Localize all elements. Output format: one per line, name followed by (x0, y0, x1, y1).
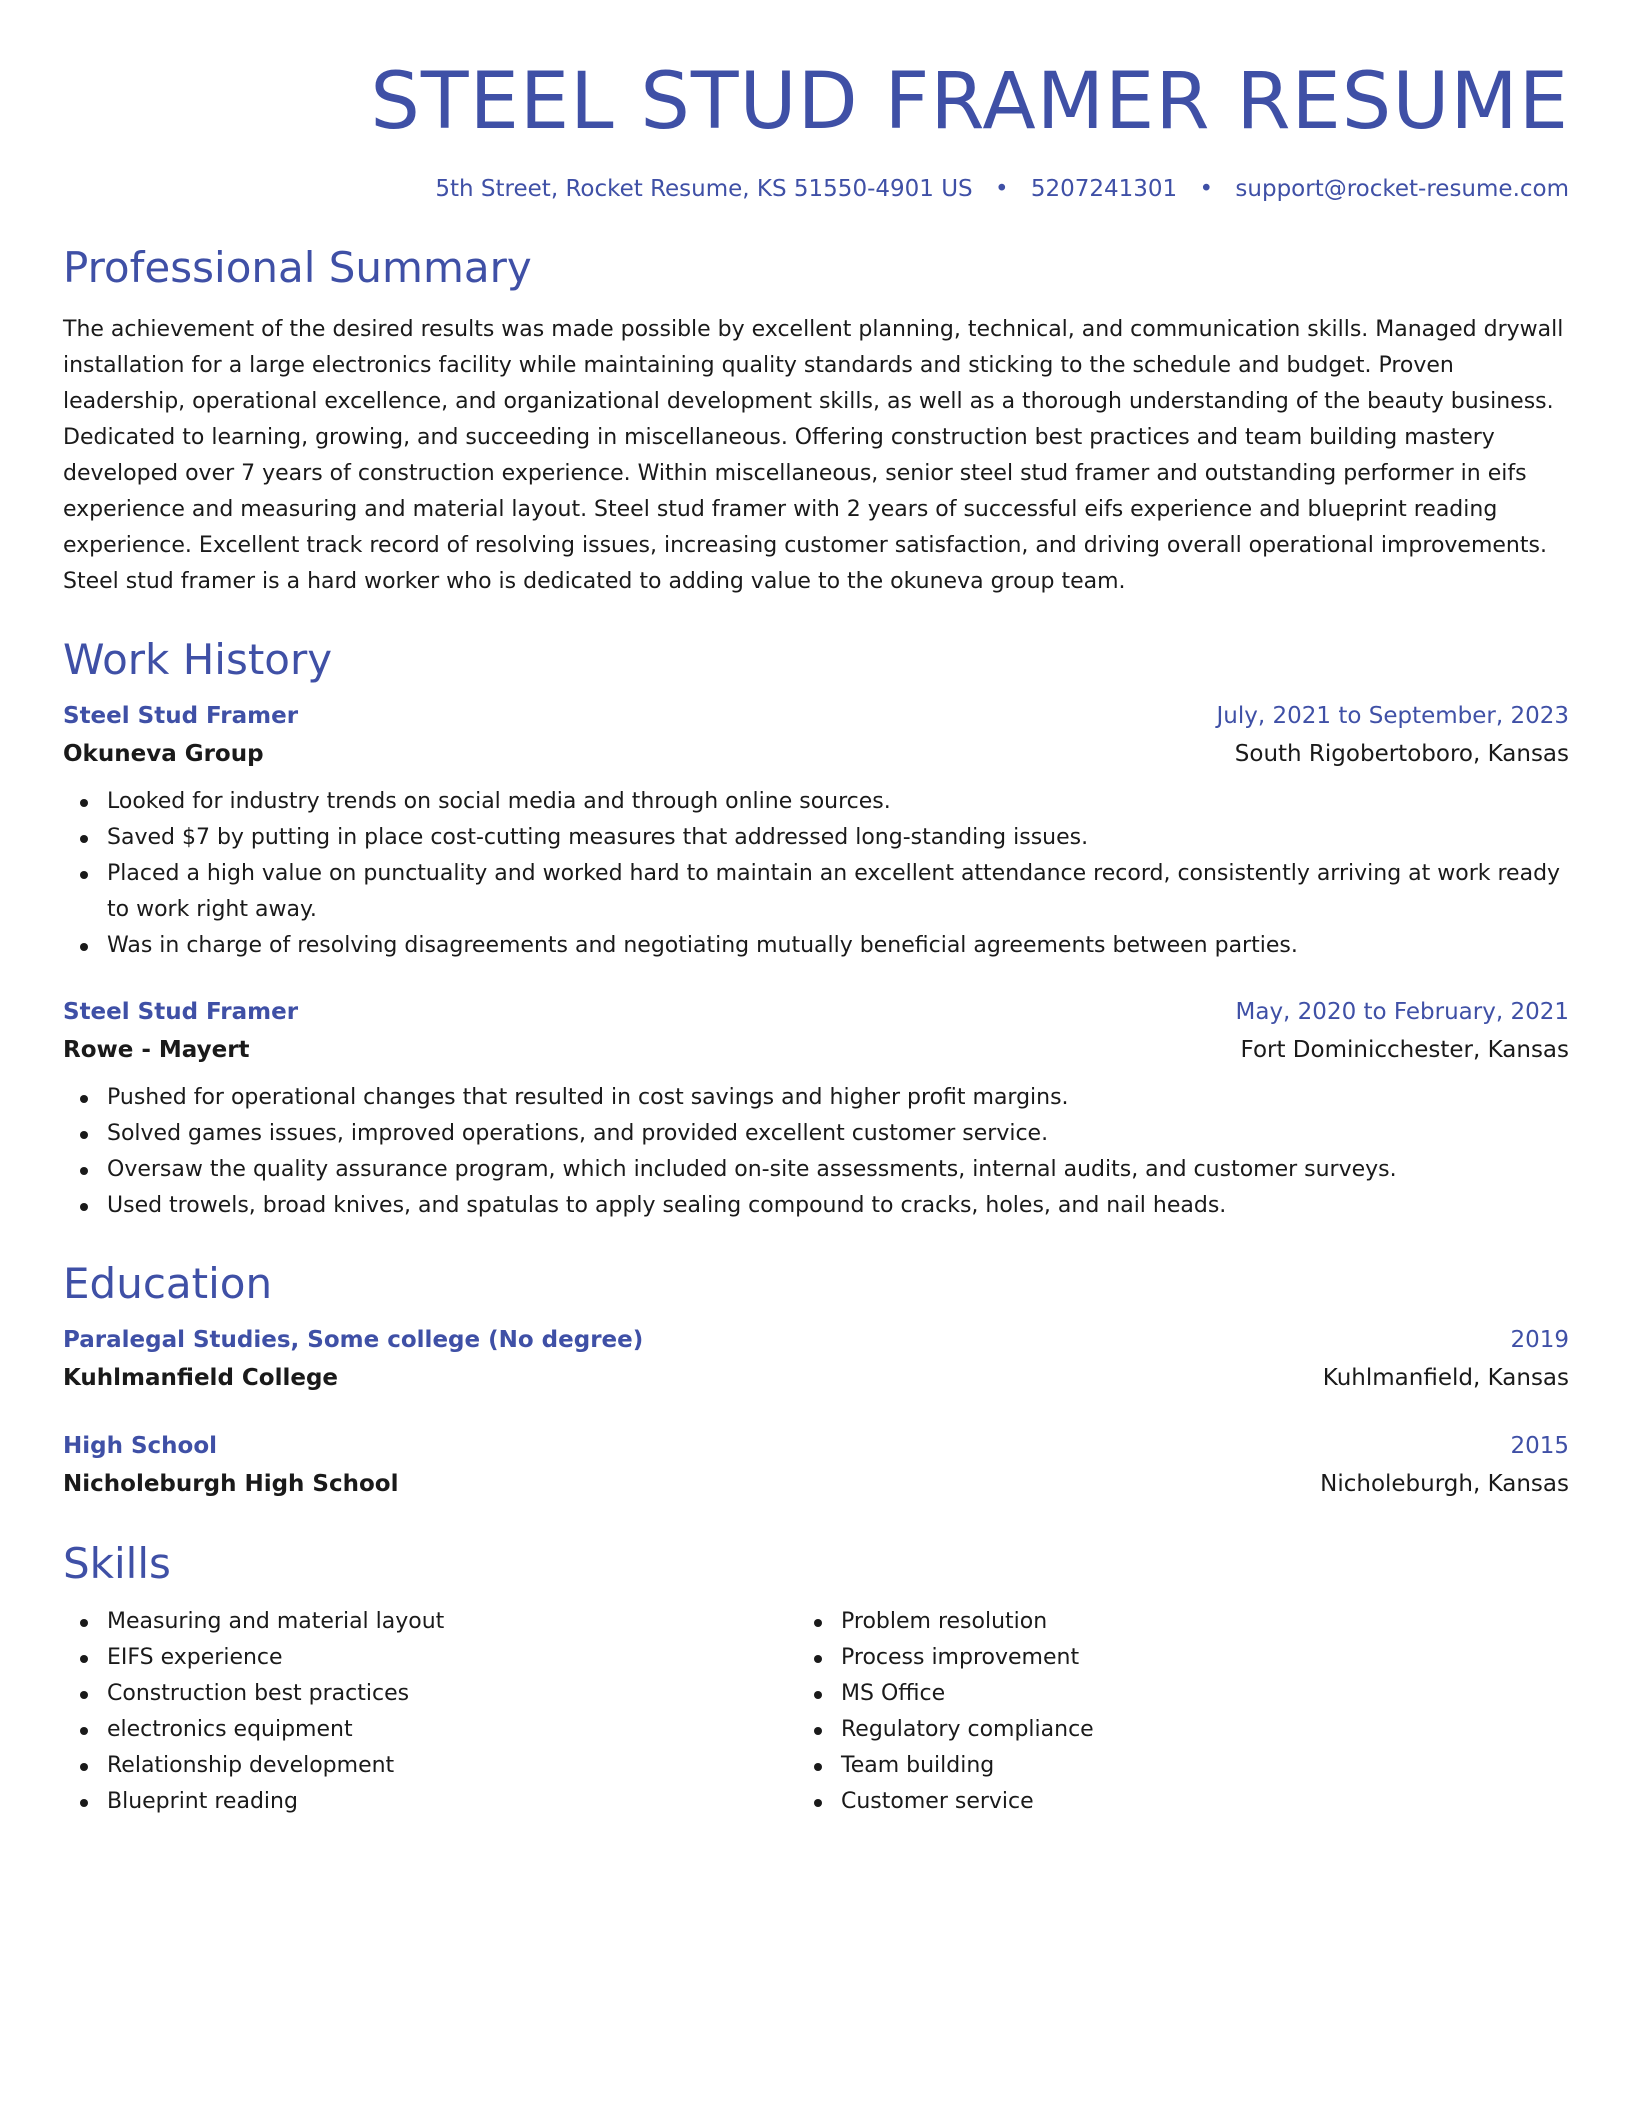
job-duties (63, 784, 1569, 964)
graduation-year: 2019 (1510, 1327, 1569, 1353)
job-title: Steel Stud Framer (63, 999, 299, 1025)
contact-line (63, 174, 1569, 204)
graduation-year: 2015 (1510, 1433, 1569, 1459)
job-duty: Looked for industry trends on social media and through online sources. (63, 784, 1569, 820)
job-duty: Was in charge of resolving disagreements and negotiating mutually beneficial agreements between parties. (63, 928, 1569, 964)
contact-separator: • (1199, 176, 1214, 202)
contact-address: 5th Street, Rocket Resume, KS 51550-4901 US (435, 176, 973, 202)
skills-columns (63, 1604, 1569, 1820)
job-duty: Used trowels, broad knives, and spatulas to apply sealing compound to cracks, holes, and nail heads. (63, 1188, 1569, 1224)
degree: Paralegal Studies, Some college (No degree) (63, 1327, 644, 1353)
job-title: Steel Stud Framer (63, 703, 299, 729)
skill-item: Construction best practices (63, 1676, 797, 1712)
job-company: Rowe - Mayert (63, 1037, 250, 1063)
education-section (63, 1258, 1569, 1504)
job-duties (63, 1080, 1569, 1224)
skills-column-left (63, 1604, 797, 1820)
skill-item: MS Office (797, 1676, 1497, 1712)
resume-title: STEEL STUD FRAMER RESUME (370, 57, 1569, 147)
school-location: Nicholeburgh, Kansas (1320, 1471, 1569, 1497)
skill-item: EIFS experience (63, 1640, 797, 1676)
job-entry (63, 994, 1569, 1224)
skill-item: Team building (797, 1748, 1497, 1784)
skill-item: Relationship development (63, 1748, 797, 1784)
job-duty: Solved games issues, improved operations, and provided excellent customer service. (63, 1116, 1569, 1152)
skills-column-right (797, 1604, 1497, 1820)
job-entry (63, 698, 1569, 964)
skill-item: Customer service (797, 1784, 1497, 1820)
job-dates: May, 2020 to February, 2021 (1235, 999, 1569, 1025)
skills-section (63, 1538, 1569, 1820)
contact-phone: 5207241301 (1030, 176, 1178, 202)
skills-heading: Skills (63, 1539, 171, 1588)
job-company: Okuneva Group (63, 741, 264, 767)
contact-separator: • (994, 176, 1009, 202)
job-duty: Pushed for operational changes that resulted in cost savings and higher profit margins. (63, 1080, 1569, 1116)
skills-list (63, 1604, 797, 1820)
skill-item: electronics equipment (63, 1712, 797, 1748)
education-heading: Education (63, 1259, 273, 1308)
school-name: Nicholeburgh High School (63, 1471, 399, 1497)
work-history-heading: Work History (63, 635, 333, 684)
education-entry (63, 1428, 1569, 1504)
job-duty: Placed a high value on punctuality and worked hard to maintain an excellent attendance record, consistently arriving at work ready to work right away. (63, 856, 1569, 928)
job-duty: Oversaw the quality assurance program, which included on-site assessments, internal audits, and customer surveys. (63, 1152, 1569, 1188)
school-location: Kuhlmanfield, Kansas (1322, 1365, 1569, 1391)
skill-item: Regulatory compliance (797, 1712, 1497, 1748)
skill-item: Process improvement (797, 1640, 1497, 1676)
skill-item: Blueprint reading (63, 1784, 797, 1820)
skill-item: Measuring and material layout (63, 1604, 797, 1640)
job-location: South Rigobertoboro, Kansas (1234, 741, 1569, 767)
school-name: Kuhlmanfield College (63, 1365, 339, 1391)
skill-item: Problem resolution (797, 1604, 1497, 1640)
education-entry (63, 1322, 1569, 1398)
summary-section (63, 242, 1569, 600)
degree: High School (63, 1433, 218, 1459)
job-duty: Saved $7 by putting in place cost-cutting measures that addressed long-standing issues. (63, 820, 1569, 856)
resume-header (63, 52, 1569, 204)
job-dates: July, 2021 to September, 2023 (1216, 703, 1569, 729)
skills-list (797, 1604, 1497, 1820)
contact-email: support@rocket-resume.com (1235, 176, 1569, 202)
work-history-section (63, 634, 1569, 1224)
summary-text: The achievement of the desired results was made possible by excellent planning, technical, and communication skills. Managed drywall installation for a large electronics facility while maintaining quality standards and sticking to the schedule and budget. Proven leadership, operational excellence, and organizational development skills, as well as a thorough understanding of the beauty business. Dedicated to learning, growing, and succeeding in miscellaneous. Offering construction best practices and team building mastery developed over 7 years of construction experience. Within miscellaneous, senior steel stud framer and outstanding performer in eifs experience and measuring and material layout. Steel stud framer with 2 years of successful eifs experience and blueprint reading experience. Excellent track record of resolving issues, increasing customer satisfaction, and driving overall operational improvements. Steel stud framer is a hard worker who is dedicated to adding value to the okuneva group team. (63, 317, 1564, 594)
job-location: Fort Dominicchester, Kansas (1240, 1037, 1569, 1063)
summary-heading: Professional Summary (63, 243, 532, 292)
